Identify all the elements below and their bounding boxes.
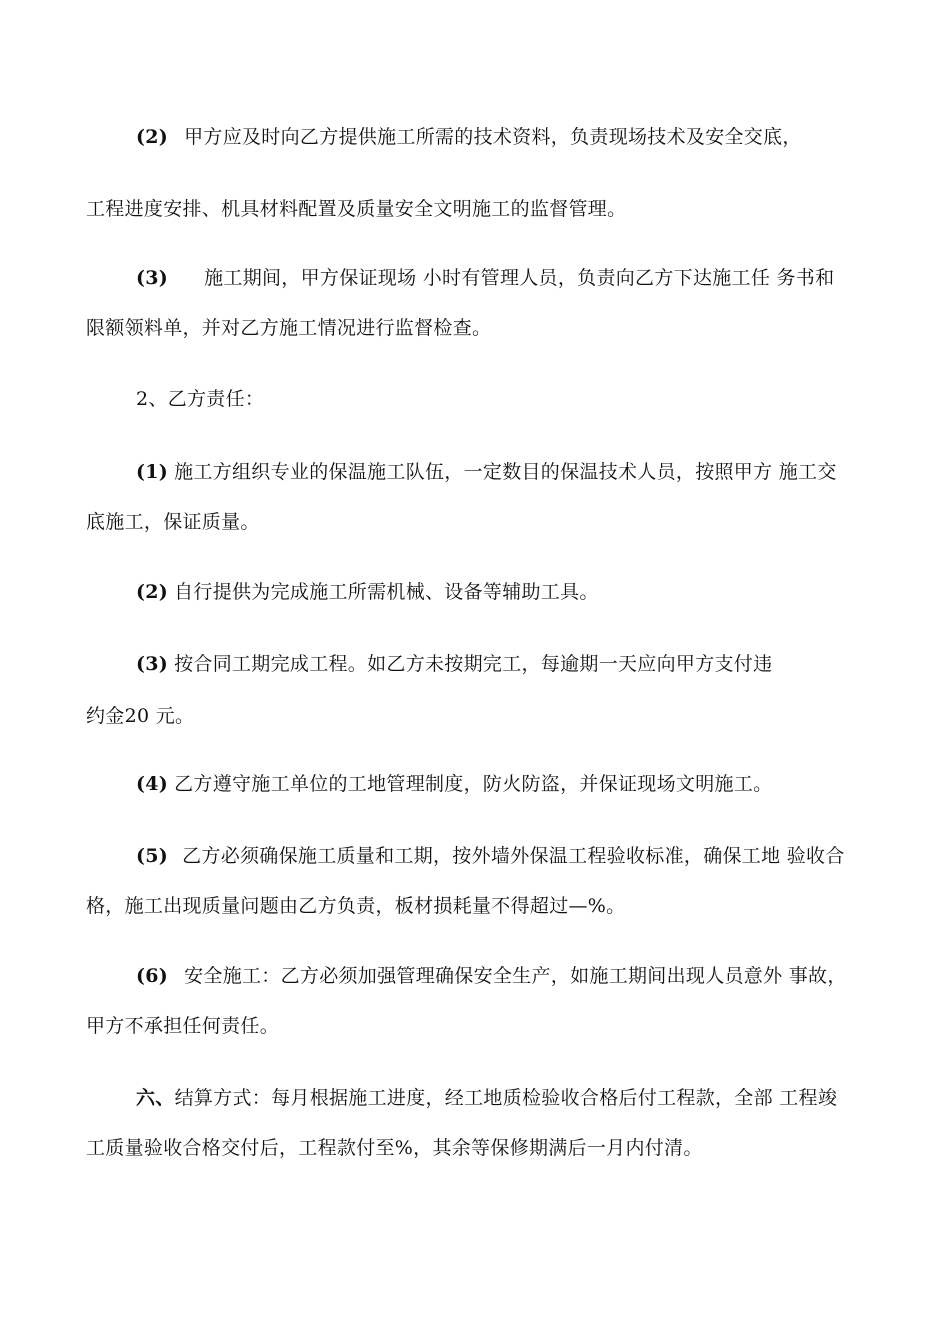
item-label: 六、 <box>136 1087 175 1109</box>
paragraph-line <box>136 265 834 291</box>
paragraph-line <box>136 963 847 989</box>
paragraph-line <box>86 703 194 729</box>
item-text: 施工期间，甲方保证现场 小时有管理人员，负责向乙方下达施工任 务书和 <box>204 267 835 289</box>
item-text: 自行提供为完成施工所需机械、设备等辅助工具。 <box>174 581 599 603</box>
item-label: (2) <box>136 126 169 148</box>
item-text: 工质量验收合格交付后，工程款付至%，其余等保修期满后一月内付清。 <box>86 1137 703 1159</box>
item-label: (3) <box>136 267 169 289</box>
item-text: 格，施工出现质量问题由乙方负责，板材损耗量不得超过—%。 <box>86 895 626 917</box>
item-text: 结算方式：每月根据施工进度，经工地质检验收合格后付工程款，全部 工程竣 <box>174 1087 838 1109</box>
paragraph-line <box>86 1013 279 1039</box>
paragraph-line <box>86 509 260 535</box>
section-heading <box>136 386 264 412</box>
paragraph-line <box>86 893 625 919</box>
paragraph-line <box>136 1085 837 1111</box>
item-text: 甲方应及时向乙方提供施工所需的技术资料，负责现场技术及安全交底， <box>184 126 802 148</box>
paragraph-line <box>136 651 772 677</box>
item-text: 安全施工：乙方必须加强管理确保安全生产，如施工期间出现人员意外 事故， <box>184 965 847 987</box>
item-label: (2) <box>136 581 169 603</box>
item-text: 乙方遵守施工单位的工地管理制度，防火防盗，并保证现场文明施工。 <box>174 773 773 795</box>
item-label: (4) <box>136 773 169 795</box>
item-text: 工程进度安排、机具材料配置及质量安全文明施工的监督管理。 <box>86 198 627 220</box>
item-label: (6) <box>136 965 169 987</box>
item-text: 限额领料单，并对乙方施工情况进行监督检查。 <box>86 317 492 339</box>
paragraph-line <box>86 315 491 341</box>
paragraph-line <box>136 579 599 605</box>
paragraph-line <box>136 771 772 797</box>
paragraph-line <box>136 459 837 485</box>
paragraph-line <box>86 196 626 222</box>
item-text: 2、乙方责任： <box>136 388 265 410</box>
item-label: (1) <box>136 461 169 483</box>
item-text: 按合同工期完成工程。如乙方未按期完工，每逾期一天应向甲方支付违 <box>174 653 773 675</box>
item-text: 乙方必须确保施工质量和工期，按外墙外保温工程验收标准，确保工地 验收合 <box>182 845 845 867</box>
item-text: 甲方不承担任何责任。 <box>86 1015 280 1037</box>
paragraph-line <box>136 843 845 869</box>
item-label: (3) <box>136 653 169 675</box>
item-label: (5) <box>136 845 169 867</box>
item-text: 底施工，保证质量。 <box>86 511 260 533</box>
item-text: 施工方组织专业的保温施工队伍，一定数目的保温技术人员，按照甲方 施工交 <box>174 461 837 483</box>
paragraph-line <box>86 1135 703 1161</box>
paragraph-line <box>136 124 802 150</box>
item-text: 约金20 元。 <box>86 705 195 727</box>
